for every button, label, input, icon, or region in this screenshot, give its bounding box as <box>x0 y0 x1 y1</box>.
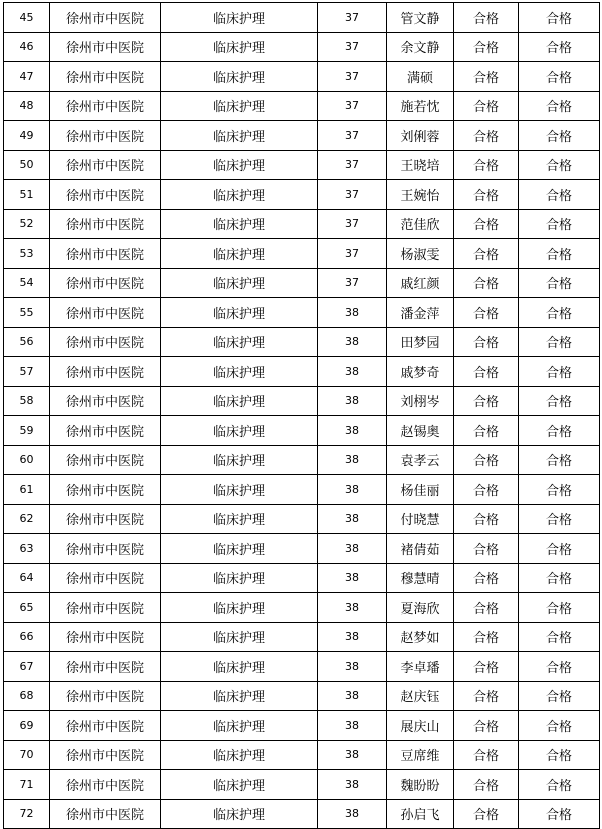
result-1-cell: 合格 <box>454 504 519 534</box>
result-2-cell: 合格 <box>519 209 600 239</box>
major-cell: 临床护理 <box>161 445 318 475</box>
score-cell: 37 <box>318 91 387 121</box>
result-1-cell: 合格 <box>454 91 519 121</box>
hospital-cell: 徐州市中医院 <box>50 475 161 505</box>
result-2-cell: 合格 <box>519 121 600 151</box>
major-cell: 临床护理 <box>161 711 318 741</box>
result-2-cell: 合格 <box>519 239 600 269</box>
score-cell: 38 <box>318 475 387 505</box>
results-table-body <box>4 3 600 829</box>
score-cell: 37 <box>318 239 387 269</box>
result-1-cell: 合格 <box>454 357 519 387</box>
result-1-cell: 合格 <box>454 180 519 210</box>
result-2-cell: 合格 <box>519 298 600 328</box>
result-1-cell: 合格 <box>454 799 519 829</box>
table-row <box>4 652 600 682</box>
major-cell: 临床护理 <box>161 652 318 682</box>
result-1-cell: 合格 <box>454 32 519 62</box>
result-1-cell: 合格 <box>454 327 519 357</box>
result-2-cell: 合格 <box>519 32 600 62</box>
result-1-cell: 合格 <box>454 652 519 682</box>
score-cell: 38 <box>318 386 387 416</box>
name-cell: 范佳欣 <box>387 209 454 239</box>
row-number-cell: 60 <box>4 445 50 475</box>
score-cell: 37 <box>318 121 387 151</box>
name-cell: 刘栩岑 <box>387 386 454 416</box>
row-number-cell: 61 <box>4 475 50 505</box>
result-2-cell: 合格 <box>519 180 600 210</box>
name-cell: 田梦园 <box>387 327 454 357</box>
result-1-cell: 合格 <box>454 740 519 770</box>
result-1-cell: 合格 <box>454 239 519 269</box>
name-cell: 杨佳丽 <box>387 475 454 505</box>
table-row <box>4 62 600 92</box>
result-2-cell: 合格 <box>519 150 600 180</box>
result-1-cell: 合格 <box>454 62 519 92</box>
name-cell: 赵庆钰 <box>387 681 454 711</box>
name-cell: 杨淑雯 <box>387 239 454 269</box>
row-number-cell: 68 <box>4 681 50 711</box>
score-cell: 37 <box>318 268 387 298</box>
table-row <box>4 357 600 387</box>
result-2-cell: 合格 <box>519 504 600 534</box>
name-cell: 戚红颜 <box>387 268 454 298</box>
row-number-cell: 48 <box>4 91 50 121</box>
score-cell: 38 <box>318 711 387 741</box>
hospital-cell: 徐州市中医院 <box>50 652 161 682</box>
name-cell: 赵梦如 <box>387 622 454 652</box>
score-cell: 38 <box>318 534 387 564</box>
score-cell: 38 <box>318 357 387 387</box>
row-number-cell: 59 <box>4 416 50 446</box>
hospital-cell: 徐州市中医院 <box>50 681 161 711</box>
table-row <box>4 32 600 62</box>
major-cell: 临床护理 <box>161 799 318 829</box>
name-cell: 余文静 <box>387 32 454 62</box>
table-row <box>4 91 600 121</box>
result-1-cell: 合格 <box>454 445 519 475</box>
major-cell: 临床护理 <box>161 298 318 328</box>
row-number-cell: 64 <box>4 563 50 593</box>
table-row <box>4 681 600 711</box>
result-2-cell: 合格 <box>519 593 600 623</box>
hospital-cell: 徐州市中医院 <box>50 622 161 652</box>
major-cell: 临床护理 <box>161 593 318 623</box>
result-2-cell: 合格 <box>519 770 600 800</box>
hospital-cell: 徐州市中医院 <box>50 416 161 446</box>
table-row <box>4 239 600 269</box>
result-2-cell: 合格 <box>519 91 600 121</box>
table-row <box>4 770 600 800</box>
table-row <box>4 711 600 741</box>
result-1-cell: 合格 <box>454 475 519 505</box>
table-row <box>4 150 600 180</box>
score-cell: 37 <box>318 32 387 62</box>
result-2-cell: 合格 <box>519 740 600 770</box>
hospital-cell: 徐州市中医院 <box>50 62 161 92</box>
major-cell: 临床护理 <box>161 681 318 711</box>
result-2-cell: 合格 <box>519 3 600 33</box>
hospital-cell: 徐州市中医院 <box>50 711 161 741</box>
result-1-cell: 合格 <box>454 534 519 564</box>
table-row <box>4 298 600 328</box>
score-cell: 38 <box>318 416 387 446</box>
major-cell: 临床护理 <box>161 563 318 593</box>
result-2-cell: 合格 <box>519 386 600 416</box>
score-cell: 37 <box>318 150 387 180</box>
name-cell: 褚倩茹 <box>387 534 454 564</box>
major-cell: 临床护理 <box>161 32 318 62</box>
result-2-cell: 合格 <box>519 652 600 682</box>
row-number-cell: 51 <box>4 180 50 210</box>
major-cell: 临床护理 <box>161 3 318 33</box>
table-row <box>4 209 600 239</box>
result-1-cell: 合格 <box>454 298 519 328</box>
hospital-cell: 徐州市中医院 <box>50 740 161 770</box>
name-cell: 赵锡奥 <box>387 416 454 446</box>
result-2-cell: 合格 <box>519 327 600 357</box>
hospital-cell: 徐州市中医院 <box>50 268 161 298</box>
major-cell: 临床护理 <box>161 475 318 505</box>
results-table <box>3 2 600 829</box>
table-row <box>4 416 600 446</box>
major-cell: 临床护理 <box>161 150 318 180</box>
result-2-cell: 合格 <box>519 534 600 564</box>
score-cell: 37 <box>318 180 387 210</box>
name-cell: 刘俐蓉 <box>387 121 454 151</box>
table-row <box>4 622 600 652</box>
hospital-cell: 徐州市中医院 <box>50 3 161 33</box>
hospital-cell: 徐州市中医院 <box>50 445 161 475</box>
major-cell: 临床护理 <box>161 91 318 121</box>
row-number-cell: 58 <box>4 386 50 416</box>
major-cell: 临床护理 <box>161 180 318 210</box>
major-cell: 临床护理 <box>161 504 318 534</box>
hospital-cell: 徐州市中医院 <box>50 150 161 180</box>
result-2-cell: 合格 <box>519 357 600 387</box>
name-cell: 李卓璠 <box>387 652 454 682</box>
hospital-cell: 徐州市中医院 <box>50 593 161 623</box>
row-number-cell: 53 <box>4 239 50 269</box>
score-cell: 38 <box>318 298 387 328</box>
table-row <box>4 268 600 298</box>
row-number-cell: 71 <box>4 770 50 800</box>
result-1-cell: 合格 <box>454 416 519 446</box>
name-cell: 王晓培 <box>387 150 454 180</box>
result-1-cell: 合格 <box>454 622 519 652</box>
result-2-cell: 合格 <box>519 711 600 741</box>
table-row <box>4 593 600 623</box>
result-2-cell: 合格 <box>519 563 600 593</box>
name-cell: 潘金萍 <box>387 298 454 328</box>
result-2-cell: 合格 <box>519 799 600 829</box>
table-row <box>4 740 600 770</box>
table-row <box>4 534 600 564</box>
row-number-cell: 62 <box>4 504 50 534</box>
name-cell: 付晓慧 <box>387 504 454 534</box>
name-cell: 孙启飞 <box>387 799 454 829</box>
result-1-cell: 合格 <box>454 711 519 741</box>
major-cell: 临床护理 <box>161 622 318 652</box>
result-2-cell: 合格 <box>519 62 600 92</box>
name-cell: 施若忱 <box>387 91 454 121</box>
row-number-cell: 49 <box>4 121 50 151</box>
score-cell: 38 <box>318 799 387 829</box>
hospital-cell: 徐州市中医院 <box>50 770 161 800</box>
hospital-cell: 徐州市中医院 <box>50 32 161 62</box>
result-2-cell: 合格 <box>519 475 600 505</box>
result-1-cell: 合格 <box>454 386 519 416</box>
row-number-cell: 45 <box>4 3 50 33</box>
name-cell: 豆席维 <box>387 740 454 770</box>
result-1-cell: 合格 <box>454 770 519 800</box>
row-number-cell: 52 <box>4 209 50 239</box>
row-number-cell: 72 <box>4 799 50 829</box>
row-number-cell: 57 <box>4 357 50 387</box>
row-number-cell: 55 <box>4 298 50 328</box>
table-row <box>4 445 600 475</box>
major-cell: 临床护理 <box>161 386 318 416</box>
hospital-cell: 徐州市中医院 <box>50 121 161 151</box>
score-cell: 38 <box>318 563 387 593</box>
hospital-cell: 徐州市中医院 <box>50 563 161 593</box>
result-1-cell: 合格 <box>454 121 519 151</box>
table-row <box>4 327 600 357</box>
score-cell: 38 <box>318 681 387 711</box>
name-cell: 穆慧晴 <box>387 563 454 593</box>
name-cell: 王婉怡 <box>387 180 454 210</box>
name-cell: 夏海欣 <box>387 593 454 623</box>
major-cell: 临床护理 <box>161 327 318 357</box>
table-row <box>4 475 600 505</box>
result-2-cell: 合格 <box>519 268 600 298</box>
row-number-cell: 70 <box>4 740 50 770</box>
row-number-cell: 56 <box>4 327 50 357</box>
table-row <box>4 3 600 33</box>
major-cell: 临床护理 <box>161 357 318 387</box>
table-row <box>4 563 600 593</box>
result-1-cell: 合格 <box>454 593 519 623</box>
major-cell: 临床护理 <box>161 209 318 239</box>
row-number-cell: 69 <box>4 711 50 741</box>
row-number-cell: 65 <box>4 593 50 623</box>
result-1-cell: 合格 <box>454 563 519 593</box>
major-cell: 临床护理 <box>161 62 318 92</box>
score-cell: 38 <box>318 652 387 682</box>
hospital-cell: 徐州市中医院 <box>50 298 161 328</box>
major-cell: 临床护理 <box>161 416 318 446</box>
hospital-cell: 徐州市中医院 <box>50 799 161 829</box>
score-cell: 38 <box>318 445 387 475</box>
major-cell: 临床护理 <box>161 121 318 151</box>
name-cell: 管文静 <box>387 3 454 33</box>
result-2-cell: 合格 <box>519 622 600 652</box>
major-cell: 临床护理 <box>161 239 318 269</box>
score-cell: 37 <box>318 62 387 92</box>
name-cell: 魏盼盼 <box>387 770 454 800</box>
score-cell: 38 <box>318 622 387 652</box>
name-cell: 戚梦奇 <box>387 357 454 387</box>
result-1-cell: 合格 <box>454 681 519 711</box>
major-cell: 临床护理 <box>161 770 318 800</box>
result-1-cell: 合格 <box>454 209 519 239</box>
row-number-cell: 54 <box>4 268 50 298</box>
hospital-cell: 徐州市中医院 <box>50 180 161 210</box>
result-1-cell: 合格 <box>454 268 519 298</box>
name-cell: 满硕 <box>387 62 454 92</box>
major-cell: 临床护理 <box>161 740 318 770</box>
result-1-cell: 合格 <box>454 150 519 180</box>
name-cell: 袁孝云 <box>387 445 454 475</box>
table-row <box>4 121 600 151</box>
name-cell: 展庆山 <box>387 711 454 741</box>
hospital-cell: 徐州市中医院 <box>50 91 161 121</box>
hospital-cell: 徐州市中医院 <box>50 239 161 269</box>
score-cell: 37 <box>318 3 387 33</box>
result-1-cell: 合格 <box>454 3 519 33</box>
score-cell: 38 <box>318 770 387 800</box>
hospital-cell: 徐州市中医院 <box>50 534 161 564</box>
score-cell: 38 <box>318 504 387 534</box>
table-row <box>4 799 600 829</box>
result-2-cell: 合格 <box>519 416 600 446</box>
major-cell: 临床护理 <box>161 268 318 298</box>
row-number-cell: 63 <box>4 534 50 564</box>
row-number-cell: 47 <box>4 62 50 92</box>
score-cell: 38 <box>318 327 387 357</box>
hospital-cell: 徐州市中医院 <box>50 504 161 534</box>
row-number-cell: 67 <box>4 652 50 682</box>
row-number-cell: 46 <box>4 32 50 62</box>
table-row <box>4 180 600 210</box>
score-cell: 38 <box>318 593 387 623</box>
major-cell: 临床护理 <box>161 534 318 564</box>
table-row <box>4 386 600 416</box>
row-number-cell: 50 <box>4 150 50 180</box>
hospital-cell: 徐州市中医院 <box>50 386 161 416</box>
score-cell: 38 <box>318 740 387 770</box>
result-2-cell: 合格 <box>519 681 600 711</box>
row-number-cell: 66 <box>4 622 50 652</box>
hospital-cell: 徐州市中医院 <box>50 209 161 239</box>
hospital-cell: 徐州市中医院 <box>50 357 161 387</box>
result-2-cell: 合格 <box>519 445 600 475</box>
hospital-cell: 徐州市中医院 <box>50 327 161 357</box>
table-row <box>4 504 600 534</box>
score-cell: 37 <box>318 209 387 239</box>
